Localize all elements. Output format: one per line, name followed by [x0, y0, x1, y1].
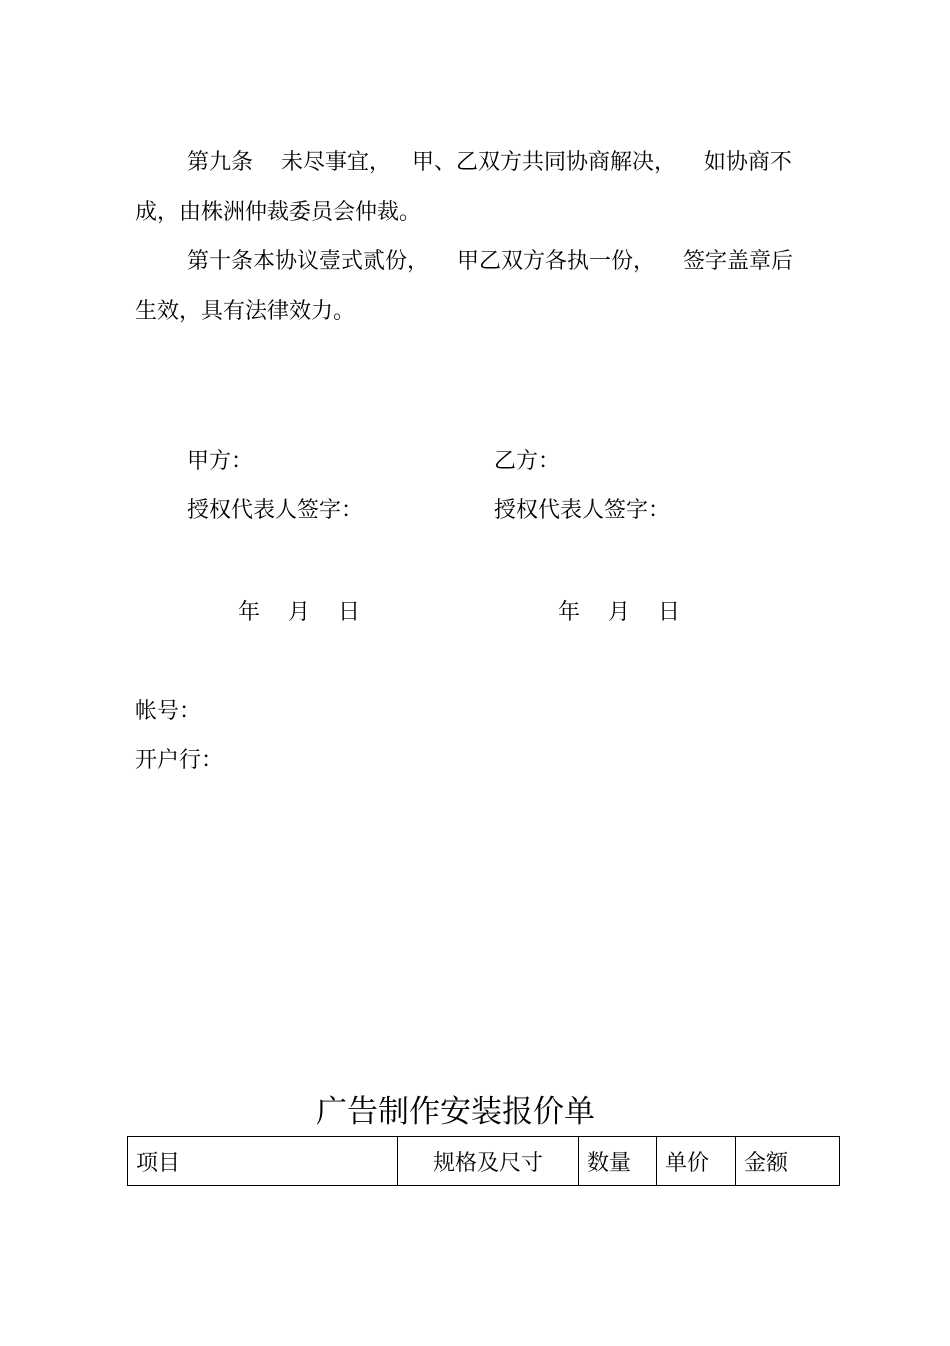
header-quantity: 数量 [579, 1137, 657, 1186]
party-a-date: 年 月 日 [238, 600, 360, 625]
quote-title: 广告制作安装报价单 [316, 1094, 595, 1130]
header-amount: 金额 [736, 1137, 840, 1186]
party-b-label: 乙方： [494, 449, 561, 474]
quote-table [127, 1136, 840, 1186]
party-b-date: 年 月 日 [558, 600, 680, 625]
article-9-line-2: 成，由株洲仲裁委员会仲裁。 [135, 200, 422, 225]
party-a-label: 甲方： [187, 449, 254, 474]
header-unit-price: 单价 [657, 1137, 736, 1186]
bank-label: 开户行： [135, 748, 224, 773]
header-spec-size: 规格及尺寸 [398, 1137, 579, 1186]
article-9-line-1: 第九条 未尽事宜， 甲、乙双方共同协商解决， 如协商不 [187, 150, 792, 175]
article-10-line-1: 第十条本协议壹式贰份， 甲乙双方各执一份， 签字盖章后 [187, 249, 793, 274]
article-10-line-2: 生效，具有法律效力。 [135, 299, 356, 324]
party-a-signature-label: 授权代表人签字： [187, 498, 364, 523]
account-number-label: 帐号： [135, 699, 202, 724]
header-item: 项目 [128, 1137, 398, 1186]
party-b-signature-label: 授权代表人签字： [494, 498, 671, 523]
quote-table-header-row [128, 1137, 840, 1186]
